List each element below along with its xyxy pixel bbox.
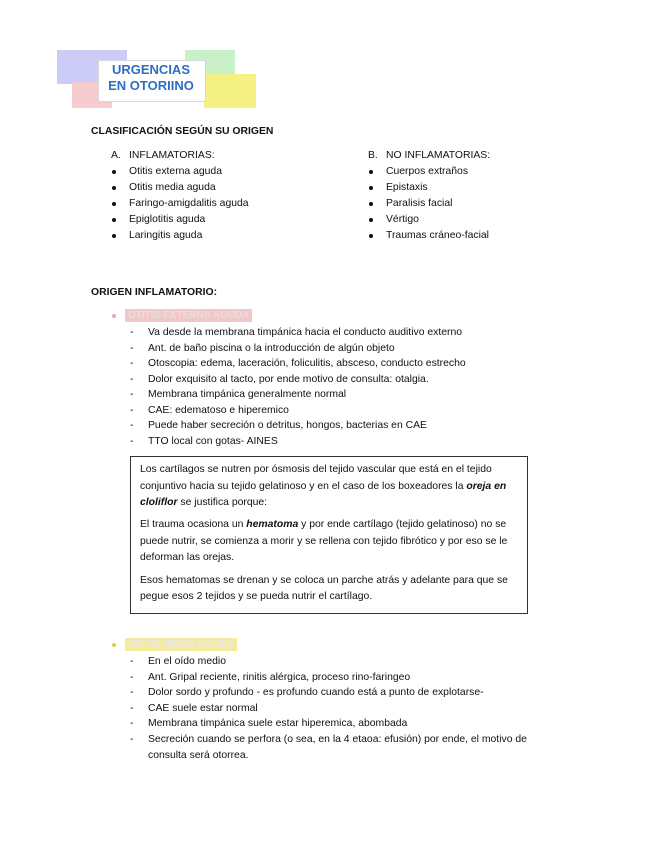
note-p2-line2: puede nutrir, se comienza a morir y se rellena con tejido fibrótico y por eso se le <box>140 536 508 547</box>
media-item: Dolor sordo y profundo - es profundo cuando está a punto de explotarse- <box>148 687 484 698</box>
col-a-item: Otitis media aguda <box>129 182 216 193</box>
note-p1-end: se justifica porque: <box>177 497 268 508</box>
media-dash: - <box>130 656 134 667</box>
media-item: En el oído medio <box>148 656 226 667</box>
media-dash: - <box>130 703 134 714</box>
col-b-bullet <box>369 202 373 206</box>
note-p2-emphasis: hematoma <box>246 519 299 530</box>
externa-item: CAE: edematoso e hiperemico <box>148 405 289 416</box>
media-item: Secreción cuando se perfora (o sea, en la 4 etaoa: efusión) por ende, el motivo de <box>148 734 527 745</box>
col-b-bullet <box>369 234 373 238</box>
col-b-item: Vértigo <box>386 214 419 225</box>
media-item: Ant. Gripal reciente, rinitis alérgica, proceso rino-faringeo <box>148 672 411 683</box>
col-b-item: Cuerpos extraños <box>386 166 469 177</box>
externa-dash: - <box>130 436 134 447</box>
note-p1-emphasis2: cloliflor <box>140 497 178 508</box>
note-p1-line1: Los cartílagos se nutren por ósmosis del tejido vascular que está en el tejido <box>140 464 492 475</box>
externa-dash: - <box>130 389 134 400</box>
externa-dash: - <box>130 405 134 416</box>
col-a-title: INFLAMATORIAS: <box>129 150 215 161</box>
note-p1-line3 <box>140 496 267 509</box>
media-item: CAE suele estar normal <box>148 703 258 714</box>
col-b-item: Epistaxis <box>386 182 428 193</box>
logo-title <box>98 62 204 94</box>
col-b-item: Traumas cráneo-facial <box>386 230 489 241</box>
media-bullet <box>112 643 116 647</box>
col-a-bullet <box>112 218 116 222</box>
externa-dash: - <box>130 343 134 354</box>
heading-origen: ORIGEN INFLAMATORIO: <box>91 287 218 298</box>
externa-item: Puede haber secreción o detritus, hongos, bacterias en CAE <box>148 420 427 431</box>
media-title: OTITIS MEDIA AGUDA <box>125 638 237 651</box>
note-p1-line2 <box>140 480 506 493</box>
col-a-bullet <box>112 234 116 238</box>
note-p2-line1 <box>140 518 506 531</box>
note-p3-line2: pegue esos 2 tejidos y se pueda nutrir el cartílago. <box>140 591 373 602</box>
col-a-bullet <box>112 202 116 206</box>
col-b-bullet <box>369 170 373 174</box>
externa-item: Membrana timpánica generalmente normal <box>148 389 347 400</box>
externa-item: Dolor exquisito al tacto, por ende motivo de consulta: otalgia. <box>148 374 429 385</box>
externa-item: Va desde la membrana timpánica hacia el conducto auditivo externo <box>148 327 463 338</box>
col-a-marker: A. <box>111 150 121 161</box>
col-b-title: NO INFLAMATORIAS: <box>386 150 491 161</box>
col-a-item: Epiglotitis aguda <box>129 214 206 225</box>
col-b-item: Paralisis facial <box>386 198 453 209</box>
col-b-bullet <box>369 186 373 190</box>
media-dash: - <box>130 718 134 729</box>
externa-bullet <box>112 314 116 318</box>
col-a-bullet <box>112 170 116 174</box>
externa-title: OTITIS EXTERNA AGUDA <box>125 309 252 322</box>
col-a-item: Otitis externa aguda <box>129 166 222 177</box>
media-dash: - <box>130 672 134 683</box>
media-item-continued: consulta será otorrea. <box>148 750 249 761</box>
logo-square-yellow <box>204 74 256 108</box>
externa-dash: - <box>130 374 134 385</box>
externa-dash: - <box>130 420 134 431</box>
note-p1-emphasis: oreja en <box>466 481 507 492</box>
note-p3-line1: Esos hematomas se drenan y se coloca un parche atrás y adelante para que se <box>140 575 508 586</box>
note-p2-rest: y por ende cartílago (tejido gelatinoso) no se <box>298 519 507 530</box>
note-p2-start: El trauma ocasiona un <box>140 519 247 530</box>
heading-clasificacion: CLASIFICACIÓN SEGÚN SU ORIGEN <box>91 126 274 137</box>
logo-line2: EN OTORIINO <box>108 78 194 93</box>
col-a-bullet <box>112 186 116 190</box>
note-p2-line3: deforman las orejas. <box>140 552 235 563</box>
col-b-bullet <box>369 218 373 222</box>
externa-dash: - <box>130 358 134 369</box>
col-b-marker: B. <box>368 150 378 161</box>
col-a-item: Faringo-amigdalitis aguda <box>129 198 249 209</box>
col-a-item: Laringitis aguda <box>129 230 203 241</box>
media-dash: - <box>130 734 134 745</box>
externa-item: Ant. de baño piscina o la introducción de algún objeto <box>148 343 395 354</box>
externa-item: TTO local con gotas- AINES <box>148 436 278 447</box>
externa-dash: - <box>130 327 134 338</box>
note-p1-text: conjuntivo hacia su tejido gelatinoso y en el caso de los boxeadores la <box>140 481 467 492</box>
media-dash: - <box>130 687 134 698</box>
externa-item: Otoscopia: edema, laceración, foliculitis, absceso, conducto estrecho <box>148 358 466 369</box>
media-item: Membrana timpánica suele estar hiperemica, abombada <box>148 718 408 729</box>
logo-line1: URGENCIAS <box>111 62 190 77</box>
